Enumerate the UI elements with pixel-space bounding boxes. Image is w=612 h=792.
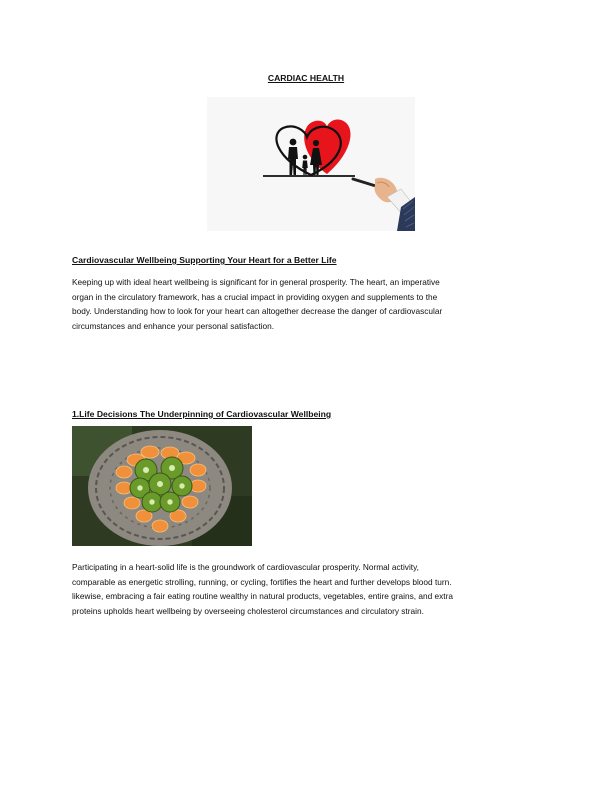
section-heading-life-decisions: 1.Life Decisions The Underpinning of Cardiovascular Wellbeing [72, 409, 332, 419]
paragraph-line: proteins upholds heart wellbeing by overseeing cholesterol circumstances and circulatory strain. [72, 605, 424, 616]
paragraph-line: comparable as energetic strolling, running, or cycling, fortifies the heart and further develops blood turn. [72, 576, 452, 587]
paragraph-line: body. Understanding how to look for your heart can altogether decrease the danger of cardiovascular [72, 306, 443, 317]
kiwi-heart-photo [72, 426, 252, 546]
section-heading-cardiovascular-wellbeing: Cardiovascular Wellbeing Supporting Your Heart for a Better Life [72, 255, 337, 265]
paragraph-line: likewise, embracing a fair eating routine wealthy in natural products, vegetables, entire grains, and extra [72, 591, 453, 602]
life-decisions-paragraph [72, 560, 542, 618]
paragraph-line: circumstances and enhance your personal satisfaction. [72, 320, 275, 331]
family-heart-illustration [207, 97, 415, 231]
paragraph-line: organ in the circulatory framework, has a crucial impact in providing oxygen and supplements to the [72, 291, 438, 302]
paragraph-line: Keeping up with ideal heart wellbeing is significant for in general prosperity. The heart, an imperative [72, 277, 440, 287]
intro-paragraph [72, 275, 542, 333]
page-title: CARDIAC HEALTH [267, 73, 345, 83]
paragraph-line: Participating in a heart-solid life is the groundwork of cardiovascular prosperity. Normal activity, [72, 562, 419, 572]
